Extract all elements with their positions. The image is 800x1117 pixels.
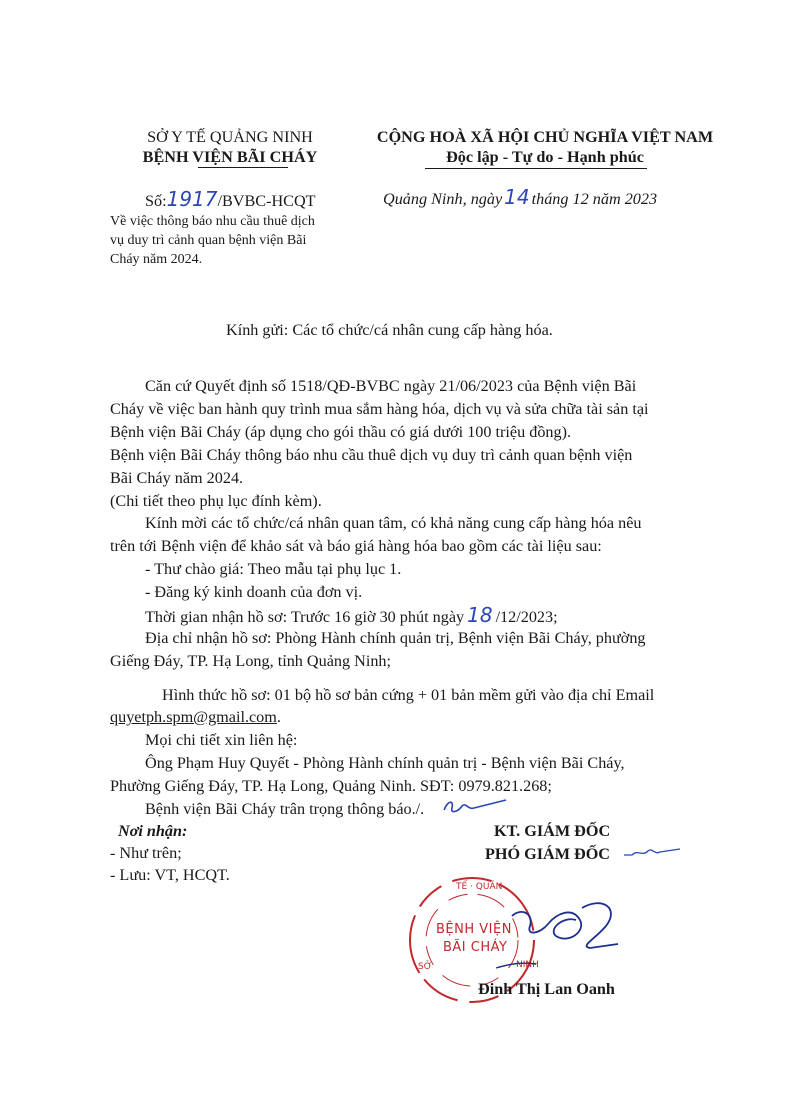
recipient-item: - Lưu: VT, HCQT. [110,866,230,884]
deadline-day-handwritten: 18 [467,603,493,627]
email-line [110,706,281,728]
document-number [145,188,316,212]
signer-name: Đinh Thị Lan Oanh [478,980,615,998]
date-suffix: tháng 12 năm 2023 [531,190,658,208]
hospital-name: BỆNH VIỆN BÃI CHÁY [142,148,318,166]
hospital-underline [198,167,288,168]
stamp-ring-left: SỞ [418,962,432,972]
appendix-note: (Chi tiết theo phụ lục đính kèm). [110,492,322,510]
doc-no-handwritten: 1917 [166,187,218,211]
date-prefix: Quảng Ninh, ngày [383,190,503,208]
signer-subtitle: PHÓ GIÁM ĐỐC [485,845,610,863]
contact-line: Phường Giếng Đáy, TP. Hạ Long, Quảng Ninh. SĐT: 0979.821.268; [110,777,552,795]
doc-no-prefix: Số: [145,192,167,210]
body-para-2-line: Bệnh viện Bãi Cháy thông báo nhu cầu thuê dịch vụ duy trì cảnh quan bệnh viện [110,446,633,464]
recipient-item: - Như trên; [110,844,182,862]
title-initial-icon [622,843,682,861]
stamp-ring-top: TẾ · QUẢN [456,882,503,892]
form-line: Hình thức hồ sơ: 01 bộ hồ sơ bản cứng + 01 bản mềm gửi vào địa chỉ Email [162,686,655,704]
contact-label: Mọi chi tiết xin liên hệ: [145,731,298,749]
subject-line: vụ duy trì cảnh quan bệnh viện Bãi [110,233,307,248]
contact-line: Ông Phạm Huy Quyết - Phòng Hành chính quản trị - Bệnh viện Bãi Cháy, [145,754,625,772]
motto: Độc lập - Tự do - Hạnh phúc [446,148,644,166]
body-para-1-line: Bệnh viện Bãi Cháy (áp dụng cho gói thầu có giá dưới 100 triệu đồng). [110,423,572,441]
signer-title: KT. GIÁM ĐỐC [494,822,611,840]
doc-no-suffix: /BVBC-HCQT [217,192,316,210]
issue-date [383,186,657,210]
signature-icon [490,886,630,976]
stamp-line: BỆNH VIỆN [436,922,512,937]
bullet-business-reg: - Đăng ký kinh doanh của đơn vị. [145,583,363,601]
agency-name: SỞ Y TẾ QUẢNG NINH [147,128,313,146]
body-para-4-line: Kính mời các tổ chức/cá nhân quan tâm, có khả năng cung cấp hàng hóa nêu [145,514,642,532]
subject-line: Cháy năm 2024. [110,252,203,267]
date-day-handwritten: 14 [504,185,530,209]
subject [110,212,315,269]
email-end: . [276,708,281,726]
body-para-2-line: Bãi Cháy năm 2024. [110,469,244,487]
address-line: Địa chỉ nhận hồ sơ: Phòng Hành chính quản trị, Bệnh viện Bãi Cháy, phường [145,629,646,647]
deadline-prefix: Thời gian nhận hồ sơ: Trước 16 giờ 30 phút ngày [145,608,465,626]
deadline-suffix: /12/2023; [495,608,558,626]
recipients-label: Nơi nhận: [118,822,188,840]
stamp-line: BÃI CHÁY [443,940,508,955]
address-line: Giếng Đáy, TP. Hạ Long, tỉnh Quảng Ninh; [110,652,392,670]
subject-line: Về việc thông báo nhu cầu thuê dịch [110,214,315,229]
bullet-quotation: - Thư chào giá: Theo mẫu tại phụ lục 1. [145,560,402,578]
stamp-ring-right: NINH [516,960,539,970]
deadline-line [145,604,558,628]
recipient-line: Kính gửi: Các tổ chức/cá nhân cung cấp hàng hóa. [226,321,553,339]
body-para-1-line: Căn cứ Quyết định số 1518/QĐ-BVBC ngày 21/06/2023 của Bệnh viện Bãi [145,377,637,395]
initial-mark-icon [440,796,510,818]
email-link[interactable]: quyetph.spm@gmail.com [110,708,277,726]
body-para-4-line: trên tới Bệnh viện để khảo sát và báo giá hàng hóa bao gồm các tài liệu sau: [110,537,602,555]
motto-underline [425,168,647,169]
nation-title: CỘNG HOÀ XÃ HỘI CHỦ NGHĨA VIỆT NAM [376,128,714,146]
body-para-1-line: Cháy về việc ban hành quy trình mua sắm hàng hóa, dịch vụ và sửa chữa tài sản tại [110,400,649,418]
closing-line: Bệnh viện Bãi Cháy trân trọng thông báo./. [145,800,425,818]
